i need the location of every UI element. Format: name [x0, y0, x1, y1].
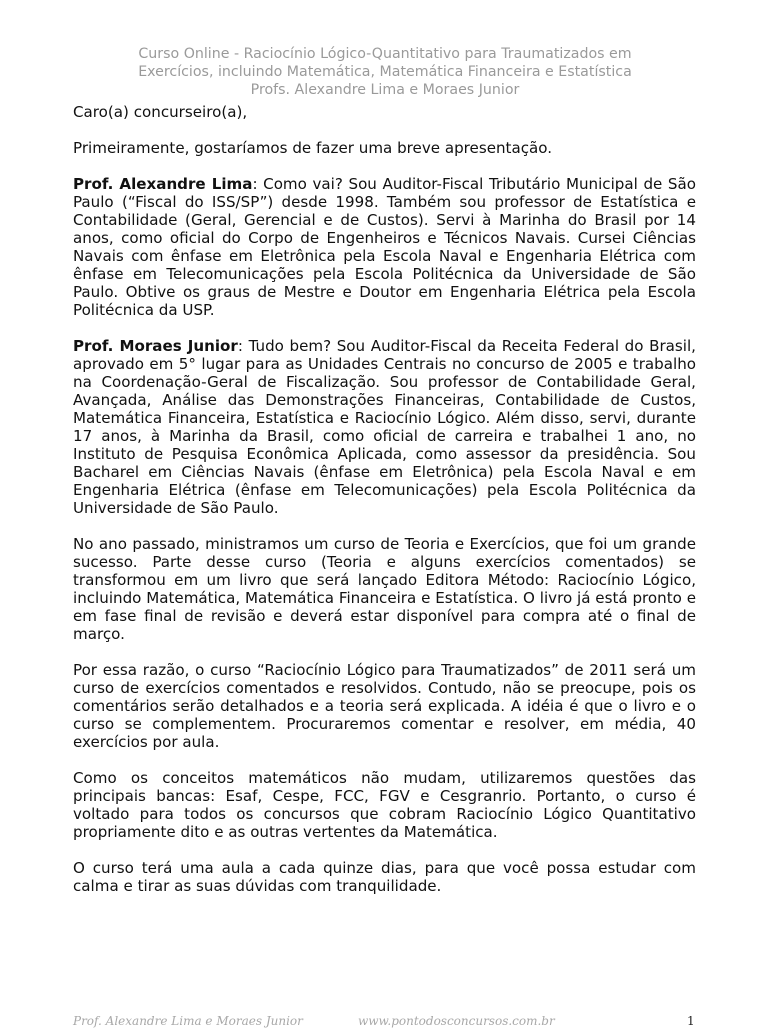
bio-text-alexandre: : Como vai? Sou Auditor-Fiscal Tributário Municipal de São Paulo (“Fiscal do ISS/SP”) desde 1998. Também sou professor de Estatística e Contabilidade (Geral, Gerencial e de Custos). Servi à Marinha do Brasil por 14 anos, como oficial do Corpo de Engenheiros e Técnicos Navais. Cursei Ciências Navais com ênfase em Eletrônica pela Escola Naval e Engenharia Elétrica com ênfase em Telecomunicações pela Escola Politécnica da Universidade de São Paulo. Obtive os graus de Mestre e Doutor em Engenharia Elétrica pela Escola Politécnica da USP. [73, 175, 696, 319]
paragraph-schedule: O curso terá uma aula a cada quinze dias, para que você possa estudar com calma e tirar as suas dúvidas com tranquilidade. [73, 859, 696, 895]
footer-authors: Prof. Alexandre Lima e Moraes Junior [73, 1014, 303, 1028]
header-line-3: Profs. Alexandre Lima e Moraes Junior [250, 82, 520, 98]
header-line-1: Curso Online - Raciocínio Lógico-Quantitativo para Traumatizados em [138, 46, 632, 62]
paragraph-course-format: Por essa razão, o curso “Raciocínio Lógico para Traumatizados” de 2011 será um curso de exercícios comentados e resolvidos. Contudo, não se preocupe, pois os comentários serão detalhados e a teoria será explicada. A idéia é que o livro e o curso se complementem. Procuraremos comentar e resolver, em média, 40 exercícios por aula. [73, 661, 696, 751]
bio-moraes-junior [73, 337, 696, 517]
bio-text-moraes: : Tudo bem? Sou Auditor-Fiscal da Receita Federal do Brasil, aprovado em 5° lugar para as Unidades Centrais no concurso de 2005 e trabalho na Coordenação-Geral de Fiscalização. Sou professor de Contabilidade Geral, Avançada, Análise das Demonstrações Financeiras, Contabilidade de Custos, Matemática Financeira, Estatística e Raciocínio Lógico. Além disso, servi, durante 17 anos, à Marinha da Brasil, como oficial de carreira e trabalhei 1 ano, no Instituto de Pesquisa Econômica Aplicada, como assessor da presidência. Sou Bacharel em Ciências Navais (ênfase em Eletrônica) pela Escola Naval e em Engenharia Elétrica (ênfase em Telecomunicações) pela Escola Politécnica da Universidade de São Paulo. [73, 337, 696, 517]
bio-name-alexandre: Prof. Alexandre Lima [73, 175, 253, 193]
header-line-2: Exercícios, incluindo Matemática, Matemática Financeira e Estatística [138, 64, 632, 80]
paragraph-course-history: No ano passado, ministramos um curso de Teoria e Exercícios, que foi um grande sucesso. Parte desse curso (Teoria e alguns exercícios comentados) se transformou em um livro que será lançado Editora Método: Raciocínio Lógico, incluindo Matemática, Matemática Financeira e Estatística. O livro já está pronto e em fase final de revisão e deverá estar disponível para compra até o final de março. [73, 535, 696, 643]
page-number: 1 [687, 1014, 695, 1028]
page-footer [73, 1014, 723, 1028]
page-header [60, 45, 710, 99]
paragraph-exam-boards: Como os conceitos matemáticos não mudam, utilizaremos questões das principais bancas: Esaf, Cespe, FCC, FGV e Cesgranrio. Portanto, o curso é voltado para todos os concursos que cobram Raciocínio Lógico Quantitativo propriamente dito e as outras vertentes da Matemática. [73, 769, 696, 841]
intro-paragraph: Primeiramente, gostaríamos de fazer uma breve apresentação. [73, 139, 553, 157]
bio-name-moraes: Prof. Moraes Junior [73, 337, 238, 355]
bio-alexandre-lima [73, 175, 696, 319]
document-body [73, 103, 696, 913]
footer-site: www.pontodosconcursos.com.br [358, 1014, 555, 1028]
greeting: Caro(a) concurseiro(a), [73, 103, 248, 121]
